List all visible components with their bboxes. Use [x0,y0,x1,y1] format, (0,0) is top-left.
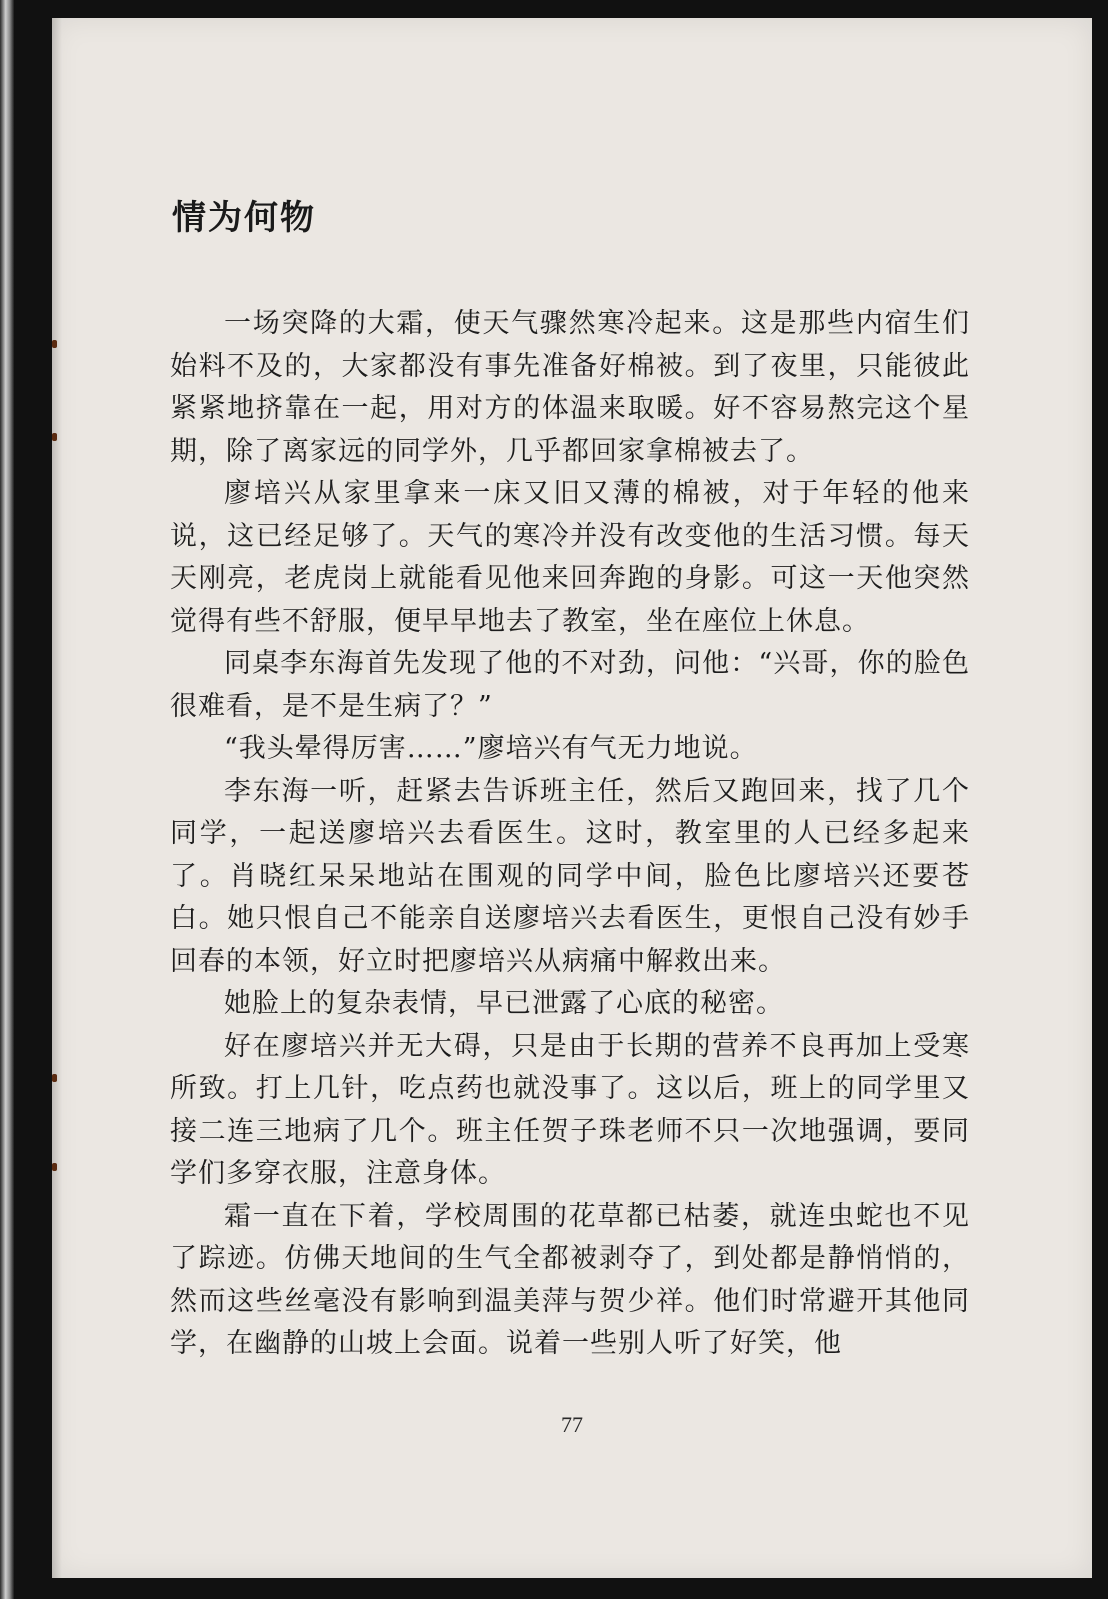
paragraph: 廖培兴从家里拿来一床又旧又薄的棉被，对于年轻的他来说，这已经足够了。天气的寒冷并没有改变他的生活习惯。每天天刚亮，老虎岗上就能看见他来回奔跑的身影。可这一天他突然觉得有些不舒服，便早早地去了教室，坐在座位上休息。 [170,478,970,637]
binding-hole [52,1163,57,1171]
paragraph: “我头晕得厉害……”廖培兴有气无力地说。 [224,733,758,764]
paragraph: 李东海一听，赶紧去告诉班主任，然后又跑回来，找了几个同学，一起送廖培兴去看医生。这时，教室里的人已经多起来了。肖晓红呆呆地站在围观的同学中间，脸色比廖培兴还要苍白。她只恨自己不能亲自送廖培兴去看医生，更恨自己没有妙手回春的本领，好立时把廖培兴从病痛中解救出来。 [170,775,970,977]
binding-hole [52,340,57,348]
paragraph: 同桌李东海首先发现了他的不对劲，问他：“兴哥，你的脸色很难看，是不是生病了？” [170,648,970,722]
chapter-title: 情为何物 [172,198,316,238]
body-text [170,303,970,1366]
paragraph: 霜一直在下着，学校周围的花草都已枯萎，就连虫蛇也不见了踪迹。仿佛天地间的生气全都被剥夺了，到处都是静悄悄的，然而这些丝毫没有影响到温美萍与贺少祥。他们时常避开其他同学，在幽静的山坡上会面。说着一些别人听了好笑，他 [170,1200,970,1359]
page-gutter-shadow [52,18,62,1578]
binding-hole [52,1074,57,1082]
page-number: 77 [561,1412,583,1437]
binding-edge [0,0,14,1599]
paragraph: 她脸上的复杂表情，早已泄露了心底的秘密。 [224,988,784,1019]
paragraph: 一场突降的大霜，使天气骤然寒冷起来。这是那些内宿生们始料不及的，大家都没有事先准备好棉被。到了夜里，只能彼此紧紧地挤靠在一起，用对方的体温来取暖。好不容易熬完这个星期，除了离家远的同学外，几乎都回家拿棉被去了。 [170,308,970,467]
binding-hole [52,433,57,441]
paragraph: 好在廖培兴并无大碍，只是由于长期的营养不良再加上受寒所致。打上几针，吃点药也就没事了。这以后，班上的同学里又接二连三地病了几个。班主任贺子珠老师不只一次地强调，要同学们多穿衣服，注意身体。 [170,1030,970,1189]
book-page [52,18,1092,1578]
